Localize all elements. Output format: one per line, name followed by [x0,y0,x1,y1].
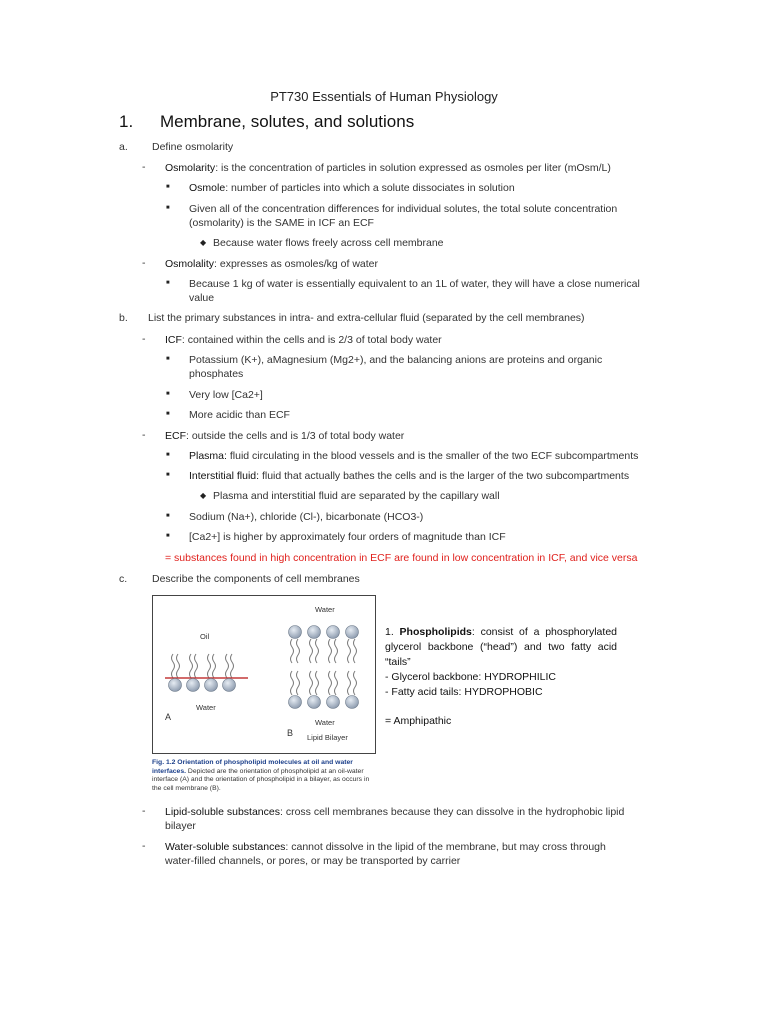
kg-line-1: Because 1 kg of water is essentially equivalent to an 1L of water, they will have a close numerical [189,278,640,290]
document-title: PT730 Essentials of Human Physiology [270,89,498,104]
phospholipid-definition [385,625,617,670]
osmole-term: Osmole [189,182,226,194]
phospholipid-num: 1. [385,626,400,638]
dash-bullet: - [142,257,146,269]
osmolarity-term: Osmolarity [165,162,216,174]
fatty-acid-line: - Fatty acid tails: HYDROPHOBIC [385,686,543,698]
square-bullet: ■ [166,184,170,190]
given-line-2: (osmolarity) is the SAME in ICF an ECF [189,217,374,229]
kg-line-2: value [189,292,215,304]
sodium-text: Sodium (Na+), chloride (Cl-), bicarbonate (HCO3-) [189,511,424,523]
phospholipid-notes [385,625,617,729]
ecf-icf-note: = substances found in high concentration in ECF are found in low concentration in ICF, and vice versa [165,552,638,564]
diamond-bullet: ◆ [200,238,207,247]
icf-text: : contained within the cells and is 2/3 of total body water [181,334,442,346]
dash-bullet: - [142,429,146,441]
figure-water-bottom: Water [315,718,335,727]
figure-lipid-bilayer: Lipid Bilayer [307,733,348,742]
osmolality-term: Osmolality [165,258,215,270]
osmole-text: : number of particles into which a solute dissociates in solution [225,182,515,194]
icf-item-1-cont: phosphates [189,368,244,380]
plasma-term: Plasma: [189,450,227,462]
item-a-heading: Define osmolarity [152,141,234,153]
section-heading: Membrane, solutes, and solutions [160,112,415,131]
lipid-soluble-term: Lipid-soluble substances [165,806,280,818]
lipid-soluble-line-1 [165,805,624,820]
item-c-label: c. [119,573,128,585]
water-flows-text: Because water flows freely across cell membrane [213,237,444,249]
interstitial-term: Interstitial fluid: [189,470,260,482]
water-soluble-term: Water-soluble substances [165,841,286,853]
square-bullet: ■ [166,391,170,397]
panel-a-monolayer [165,654,248,692]
icf-term: ICF [165,334,182,346]
lipid-soluble-text: : cross cell membranes because they can dissolve in the hydrophobic lipid [280,806,625,818]
osmolality-text: : expresses as osmoles/kg of water [214,258,379,270]
figure-oil: Oil [200,632,210,641]
figure-water-top: Water [315,605,335,614]
icf-item-1: Potassium (K+), aMagnesium (Mg2+), and the balancing anions are proteins and organic [189,354,603,366]
lipid-soluble-line-2: bilayer [165,820,196,832]
dash-bullet: - [142,840,146,852]
square-bullet: ■ [166,205,170,211]
figure-caption-text: Depicted are the orientation of phospholipid at an oil-water interface (A) and the orientation of phospholipid in a bilayer, as occurs in the cell membrane (B). [152,767,370,792]
capillary-text: Plasma and interstitial fluid are separated by the capillary wall [213,490,500,502]
dash-bullet: - [142,805,146,817]
interstitial-text: fluid that actually bathes the cells and is the larger of the two subcompartments [259,470,630,482]
dash-bullet: - [142,161,146,173]
square-bullet: ■ [166,513,170,519]
water-soluble-text: : cannot dissolve in the lipid of the membrane, but may cross through [285,841,606,853]
item-c-heading: Describe the components of cell membranes [152,573,360,585]
interstitial-definition [189,469,629,484]
item-b-label: b. [119,312,128,324]
plasma-definition [189,449,638,464]
osmolality-definition [165,257,378,272]
square-bullet: ■ [166,452,170,458]
panel-b-bilayer [289,626,359,709]
figure-caption-bold: Fig. 1.2 Orientation of phospholipid molecules at oil and water interfaces. [152,759,353,775]
ecf-text: : outside the cells and is 1/3 of total body water [186,430,405,442]
figure-water-left: Water [196,703,216,712]
icf-definition [165,333,442,348]
osmole-definition [189,181,515,196]
phospholipid-diagram [153,596,375,753]
item-a-label: a. [119,141,128,153]
water-soluble-line-2: water-filled channels, or pores, or may be transported by carrier [165,855,461,867]
amphipathic-line: = Amphipathic [385,715,452,727]
ecf-definition [165,429,404,444]
water-soluble-line-1 [165,840,606,855]
plasma-text: fluid circulating in the blood vessels and is the smaller of the two ECF subcompartments [226,450,639,462]
osmolarity-definition [165,161,611,176]
phospholipid-figure [152,595,376,754]
square-bullet: ■ [166,533,170,539]
square-bullet: ■ [166,280,170,286]
square-bullet: ■ [166,411,170,417]
figure-label-b: B [287,728,294,738]
given-line-1: Given all of the concentration differences for individual solutes, the total solute concentration [189,203,618,215]
calcium-text: [Ca2+] is higher by approximately four orders of magnitude than ICF [189,531,506,543]
phospholipid-text: : consist of a phosphorylated glycerol backbone (“head”) and two fatty acid “tails” [385,626,617,668]
item-b-heading: List the primary substances in intra- and extra-cellular fluid (separated by the cell membranes) [148,312,585,324]
dash-bullet: - [142,333,146,345]
phospholipid-term: Phospholipids [399,626,472,638]
figure-label-a: A [165,712,172,722]
square-bullet: ■ [166,472,170,478]
glycerol-line: - Glycerol backbone: HYDROPHILIC [385,671,556,683]
diamond-bullet: ◆ [200,491,207,500]
square-bullet: ■ [166,356,170,362]
figure-caption [152,759,374,793]
icf-item-3: More acidic than ECF [189,409,290,421]
icf-item-2: Very low [Ca2+] [189,389,263,401]
osmolarity-text: : is the concentration of particles in solution expressed as osmoles per liter (mOsm/L) [215,162,611,174]
ecf-term: ECF [165,430,186,442]
section-number: 1. [119,112,134,131]
